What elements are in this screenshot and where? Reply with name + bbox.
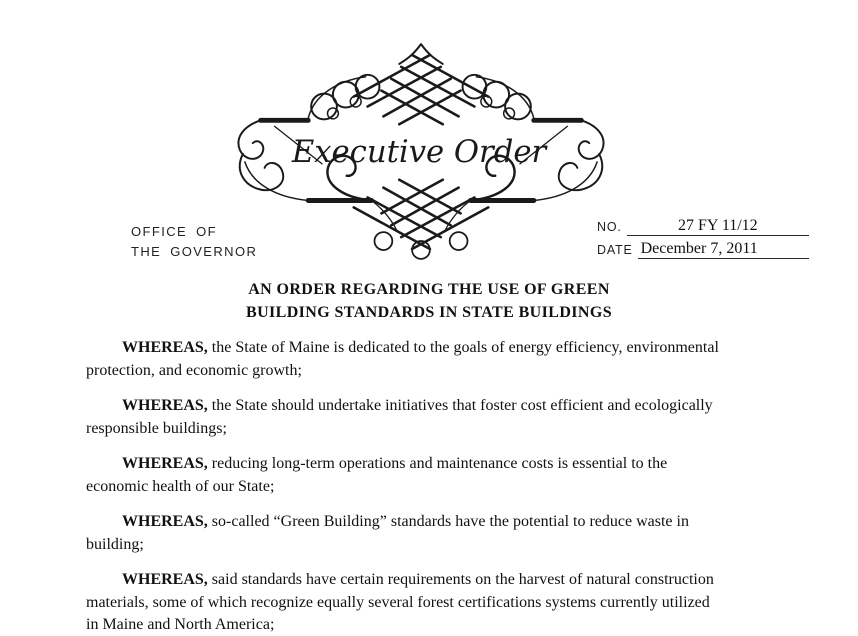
whereas-lead: WHEREAS, — [122, 339, 208, 356]
order-number-row — [597, 217, 809, 236]
paragraph-text: so-called “Green Building” standards have the potential to reduce waste in — [211, 513, 689, 530]
paragraph-text: materials, some of which recognize equally several forest certifications systems currently utilized — [86, 593, 710, 611]
office-line-1: OFFICE OF — [131, 224, 217, 239]
order-date-label: DATE — [597, 243, 633, 257]
paragraph-text: responsible buildings; — [86, 419, 227, 437]
emblem-script-title: Executive Order — [291, 134, 547, 170]
order-meta-block — [597, 217, 809, 263]
order-body — [86, 337, 806, 636]
paragraph-text: building; — [86, 535, 144, 553]
order-date-value: December 7, 2011 — [638, 240, 809, 259]
whereas-lead: WHEREAS, — [122, 455, 208, 472]
paragraph-text: the State of Maine is dedicated to the goals of energy efficiency, environmental — [211, 339, 719, 356]
whereas-paragraph — [86, 337, 806, 382]
whereas-paragraph — [86, 453, 806, 498]
office-of-the-governor — [131, 222, 257, 262]
order-title-line-2: BUILDING STANDARDS IN STATE BUILDINGS — [246, 304, 612, 321]
whereas-lead: WHEREAS, — [122, 571, 208, 588]
paragraph-text: in Maine and North America; — [86, 616, 275, 633]
office-line-2: THE GOVERNOR — [131, 244, 258, 259]
order-number-label: NO. — [597, 220, 622, 234]
paragraph-text: protection, and economic growth; — [86, 361, 302, 379]
paragraph-text: the State should undertake initiatives that foster cost efficient and ecologically — [211, 397, 713, 414]
whereas-lead: WHEREAS, — [122, 513, 208, 530]
whereas-lead: WHEREAS, — [122, 397, 208, 414]
scrollwork-ornament-icon — [231, 40, 611, 264]
order-date-row — [597, 240, 809, 259]
whereas-paragraph — [86, 395, 806, 440]
paragraph-text: reducing long-term operations and maintenance costs is essential to the — [211, 455, 668, 472]
order-title — [0, 278, 858, 324]
paragraph-text: economic health of our State; — [86, 477, 275, 495]
whereas-paragraph — [86, 511, 806, 556]
whereas-paragraph — [86, 569, 806, 636]
paragraph-text: said standards have certain requirements on the harvest of natural construction — [211, 571, 714, 588]
order-title-line-1: AN ORDER REGARDING THE USE OF GREEN — [248, 281, 610, 298]
executive-order-emblem — [231, 40, 611, 264]
order-number-value: 27 FY 11/12 — [627, 217, 809, 236]
